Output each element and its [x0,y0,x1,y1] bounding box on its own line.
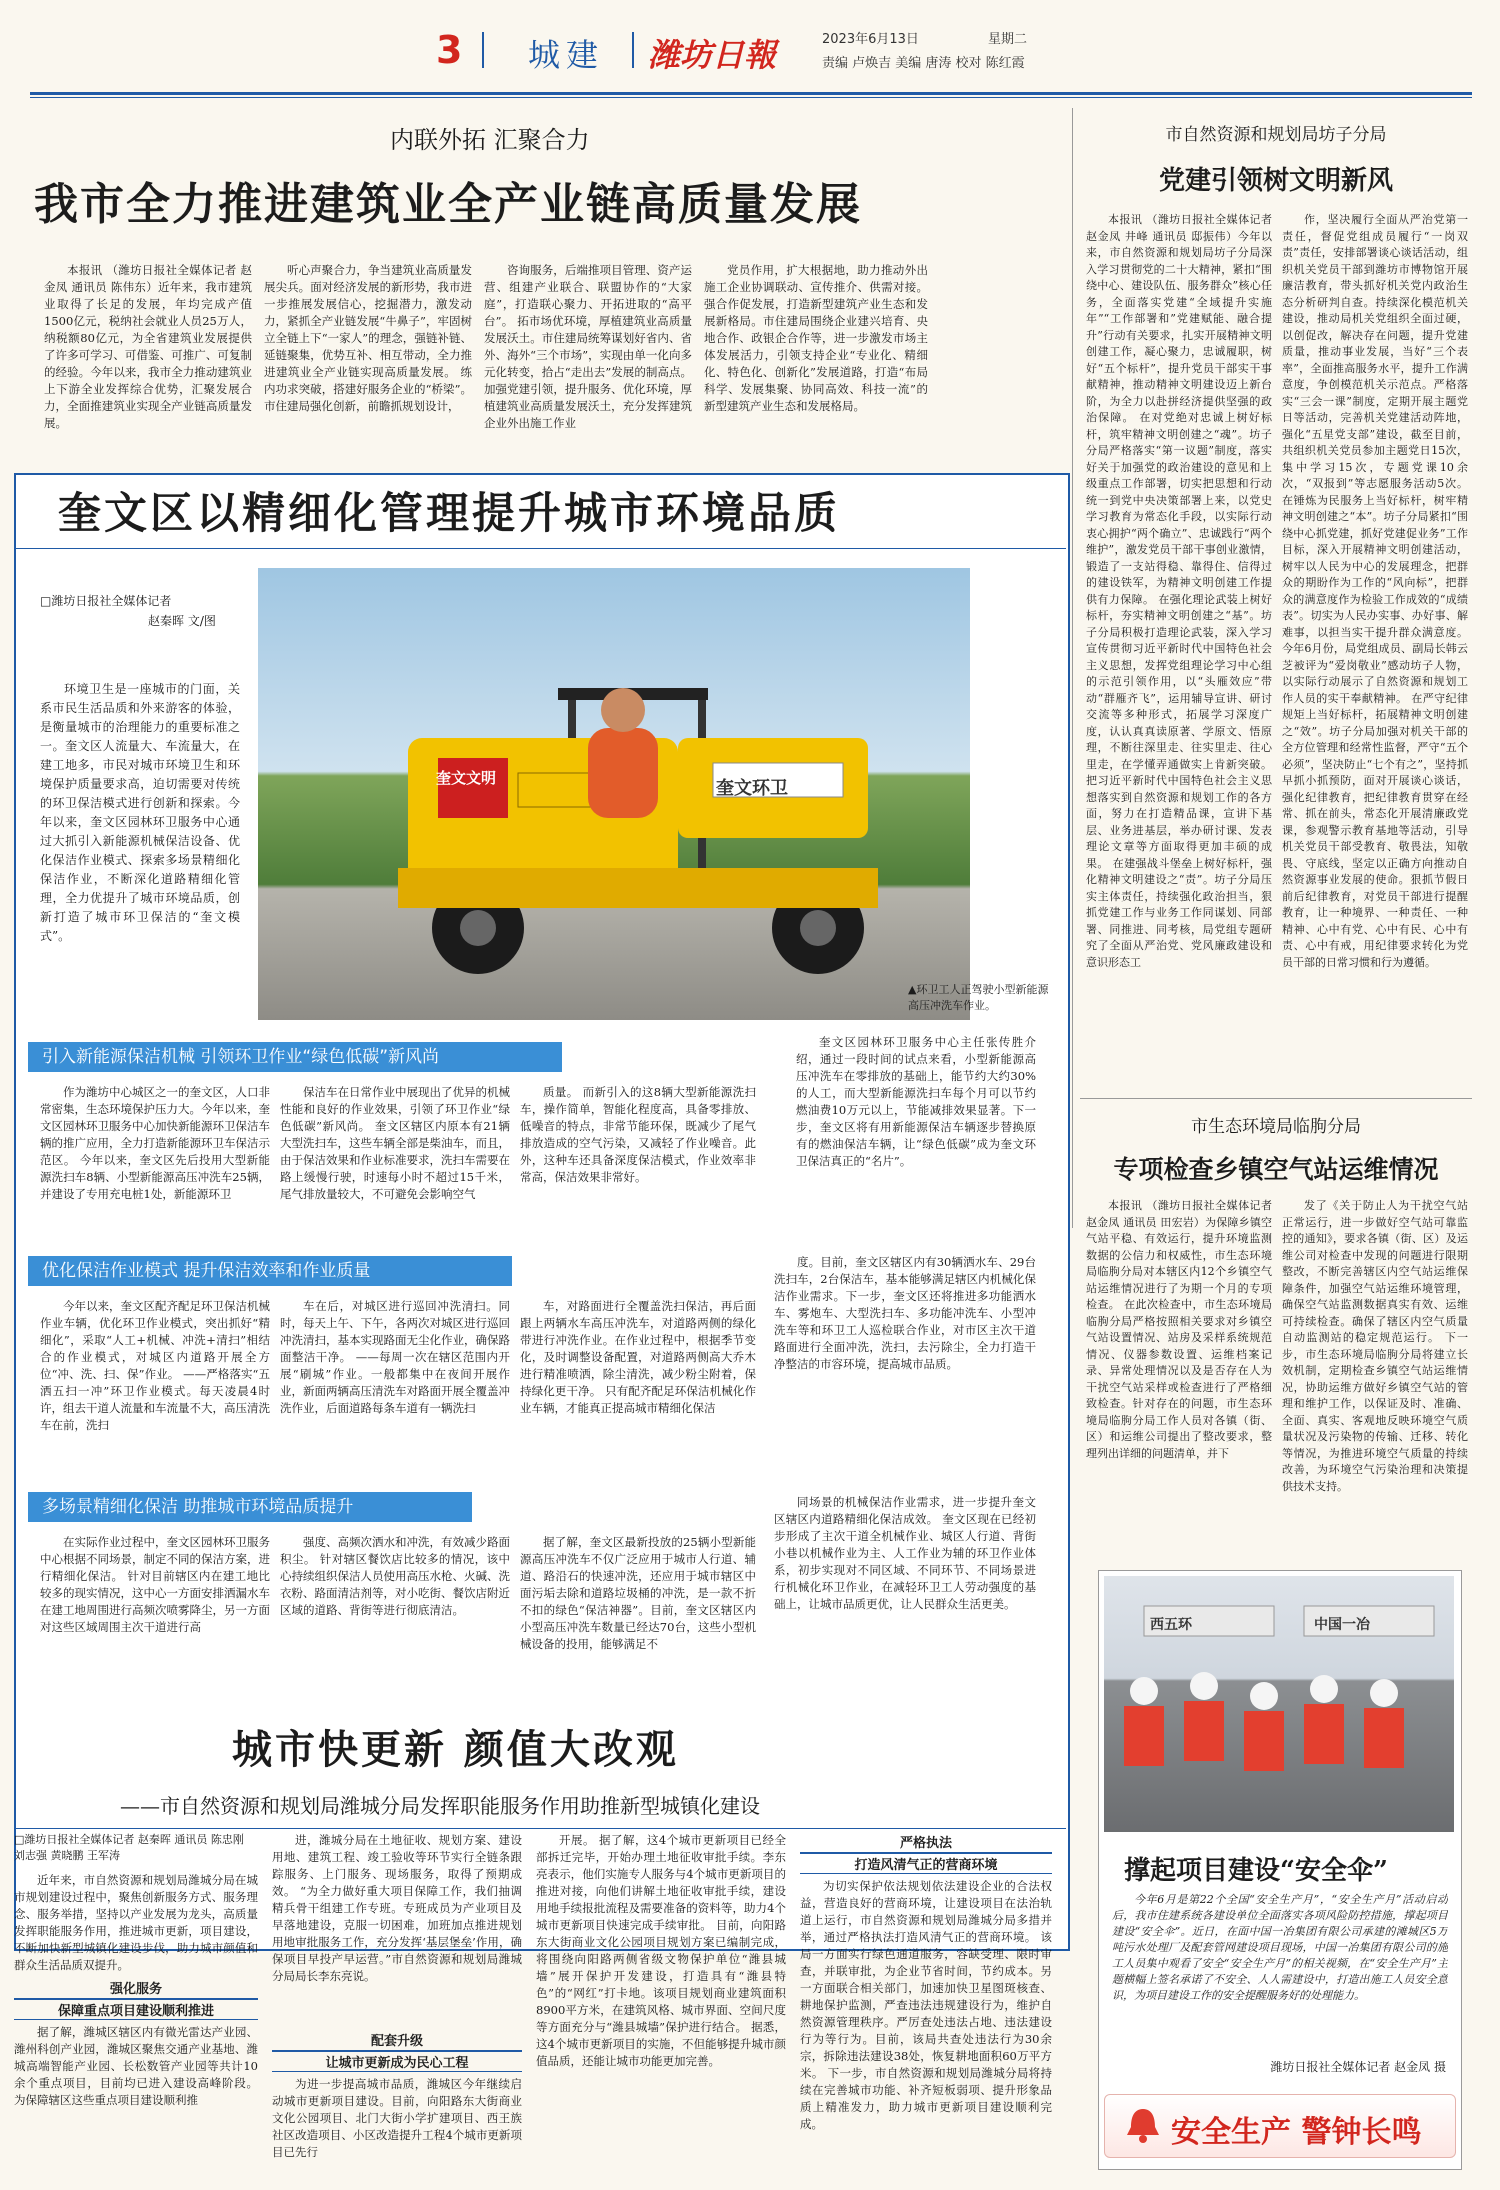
feature-section-3-heading: 多场景精细化保洁 助推城市环境品质提升 [28,1492,472,1522]
right-top-title: 党建引领树文明新风 [1158,166,1393,196]
lead-col-4: 党员作用，扩大根据地，助力推动外出施工企业协调联动、宣传推介、供需对接。 强合作促发展，打造新型建筑产业生态和发展新格局。市住建局围绕企业建兴培育、央地合作、政银企合作等，进一步激发市场主体发展活力，引领支持企业“专业化、精细化、特色化、创新化”发展道路，打造“布局科学、发展集聚、协同高效、科技一流”的新型建筑产业生态和发展格局。 [704,263,928,413]
right-mid-col-2: 发了《关于防止人为干扰空气站正常运行，进一步做好空气站可靠监控的通知》，要求各镇（街、区）及运维公司对检查中发现的问题进行限期整改，不断完善辖区内空气站运维保障条件，加强空气站运维环境管理，确保空气站监测数据真实有效、运维可持续检查。确保了辖区内空气质量自动监测站的稳定规范运行。 下一步，市生态环境局临朐分局将建立长效机制，定期检查乡镇空气站运维情况，协助运维方做好乡镇空气站的管理和维护工作，以保证及时、准确、全面、真实、客观地反映环境空气质量状况及污染物的传输、迁移、转化等情况，为推进环境空气质量的持续改善，为环境空气污染治理和决策提供技术支持。 [1282,1199,1468,1493]
feature-section-1-heading: 引入新能源保洁机械 引领环卫作业“绿色低碳”新风尚 [28,1042,562,1072]
vehicle-sign: 奎文环卫 [716,778,788,799]
lead-col-2: 听心声聚合力，争当建筑业高质量发展尖兵。面对经济发展的新形势，我市进一步推展发展信心，挖掘潜力，激发动力，紧抓全产业链发展“牛鼻子”，牢固树立全链上下“一家人”的理念，强链补链、延链聚集，优势互补、相互带动，全力推进建筑业全产业链实现高质量发展。 练内功求突破，搭建好服务企业的“桥梁”。市住建局强化创新，前瞻抓规划设计， [264,263,472,413]
feature-intro: 环境卫生是一座城市的门面，关系市民生活品质和外来游客的体验，是衡量城市的治理能力的重要标准之一。奎文区人流量大、车流量大，在建工地多，市民对城市环境卫生和环境保护质量要求高，迫切需要对传统的环卫保洁模式进行创新和探索。今年以来，奎文区园林环卫服务中心通过大抓引入新能源机械保洁设备、优化保洁作业模式、探索多场景精细化保洁作业，不断深化道路精细化管理，全力优提升了城市环境品质，创新打造了城市环卫保洁的“奎文模式”。 [40,682,240,943]
bottom-col2-heading-1: 配套升级 [370,2034,423,2049]
photo-brand: 中国一冶 [1314,1617,1370,1633]
bottom-subtitle: ——市自然资源和规划局潍城分局发挥职能服务作用助推新型城镇化建设 [120,1794,760,1818]
section-name: 城建 [528,36,605,74]
lead-kicker: 内联外拓 汇聚合力 [390,126,590,154]
header-rule-thin [30,97,1472,98]
feature-s2-col-3: 车，对路面进行全覆盖洗扫保洁，再后面跟上两辆水车高压冲洗车，对道路两侧的绿化带进行冲洗作业。在作业过程中，根据季节变化，及时调整设备配置，对道路两侧高大乔木进行精准喷洒，除尘清洗，减少粉尘附着，保持绿化更干净。 只有配齐配足环保洁机械化作业车辆，才能真正提高城市精细化保洁 [520,1299,756,1415]
feature-photo [258,568,970,1020]
feature-title-rule [14,548,1066,549]
lead-col-1: 本报讯 （潍坊日报社全媒体记者 赵金凤 通讯员 陈伟东）近年来，我市建筑业取得了长足的发展，年均完成产值1500亿元，税纳社会就业人员25万人，纳税额80亿元，为全省建筑业发展提供了许多可学习、可借鉴、可推广、可复制的经验。今年以来，我市全力推动建筑业上下游全业发挥综合优势，汇聚发展合力，全面推建筑业实现全产业链高质量发展。 [44,263,252,430]
header-divider [482,32,484,68]
editor-credits: 责编 卢焕吉 美编 唐涛 校对 陈红霞 [822,56,1025,71]
bottom-title-rule [14,1828,1066,1829]
bottom-col-2: 进，潍城分局在土地征收、规划方案、建设用地、建筑工程、竣工验收等环节实行全链条跟踪服务、上门服务、现场服务，取得了预期成效。 “为全力做好重大项目保障工作，我们抽调精兵骨干组建工作专班。专班成员为产业项目及早落地建设，克服一切困难，加班加点推进规划用地审批服务工作，充分发挥‘基层堡垒’作用，确保项目早投产早运营。”市自然资源和规划局潍城分局局长李东亮说。 [272,1833,522,1983]
feature-s2-col-1: 今年以来，奎文区配齐配足环卫保洁机械作业车辆，优化环卫作业模式，突出抓好“精细化”，采取“人工+机械、冲洗+清扫”相结合的作业模式，对城区内道路开展全方位“冲、洗、扫、保”作业。 ——严格落实“五洒五扫一冲”环卫作业模式。每天凌晨4时许，组去干道人流量和车流量不大，高压清洗车在前，洗扫 [40,1299,270,1432]
lead-col-3: 咨询服务，后端推项目管理、资产运营、组建产业联合、联盟协作的“大家庭”，打造联心聚力、开拓进取的“高平台”。 拓市场优环境，厚植建筑业高质量发展沃土。市住建局统筹谋划好省内、省外、海外“三个市场”，实现由单一化向多元化转变，拾占“走出去”发展的制高点。加强党建引领，提升服务、优化环境，厚植建筑业高质量发展沃土，充分发挥建筑企业外出施工作业 [484,263,692,430]
issue-weekday: 星期二 [988,32,1028,47]
right-divider [1080,1098,1472,1099]
feature-s1-col-2: 保洁车在日常作业中展现出了优异的机械性能和良好的作业效果，引领了环卫作业“绿色低碳”新风尚。 奎文区辖区内原本有21辆大型洗扫车，这些车辆全部是柴油车，而且，由于保洁效果和作业标准要求，洗扫车需要在路上缓慢行驶，时速每小时不超过15千米，尾气排放量较大，不可避免会影响空气 [280,1085,510,1201]
bottom-col1-heading-1: 强化服务 [109,1982,162,1997]
feature-s2-col-4: 度。目前，奎文区辖区内有30辆洒水车、29台洗扫车，2台保洁车，基本能够满足辖区内机械化保洁作业需求。下一步，奎文区还将推进多功能洒水车、雾炮车、大型洗扫车、多功能冲洗车、小型冲洗车等和环卫工人巡检联合作业，对市区主次干道路面进行全面冲洗，洗扫，去污除尘，全力打造干净整洁的市容环境，提高城市品质。 [774,1255,1036,1371]
feature-s3-col-4: 同场景的机械保洁作业需求，进一步提升奎文区辖区内道路精细化保洁成效。 奎文区现在已经初步形成了主次干道全机械作业、城区人行道、背街小巷以机械作业为主、人工作业为辅的环卫作业体系，初步实现对不同区域、不同环节、不同场景进行机械化环卫作业，在减轻环卫工人劳动强度的基础上，让城市品质更优，让人民群众生活更美。 [774,1495,1036,1611]
header-rule [30,92,1472,95]
right-top-kicker: 市自然资源和规划局坊子分局 [1165,125,1387,145]
photo-caption: ▲环卫工人正驾驶小型新能源高压冲洗车作业。 [908,983,1049,1012]
feature-byline-name: 赵秦晖 文/图 [148,614,216,628]
safety-banner [1104,2094,1456,2158]
right-mid-title: 专项检查乡镇空气站运维情况 [1113,1155,1439,1184]
lead-title: 我市全力推进建筑业全产业链高质量发展 [34,179,862,230]
alarm-bell-icon [1123,2105,1163,2145]
feature-s1-col-3: 质量。 而新引入的这8辆大型新能源洗扫车，操作简单，智能化程度高，具备零排放、低噪音的特点，非常节能环保，既减少了尾气排放造成的空气污染，又减轻了作业噪音。此外，这种车还具备深度保洁模式，作业效率非常高，保洁效果非常好。 [520,1085,756,1184]
bottom-title: 城市快更新 颜值大改观 [232,1726,679,1773]
feature-byline-outlet: □潍坊日报社全媒体记者 [40,594,172,608]
vehicle-tag: 奎文文明 [436,769,497,787]
safety-title: 撑起项目建设“安全伞” [1124,1856,1388,1886]
issue-date: 2023年6月13日 [822,32,919,47]
bottom-col-1: 近年来，市自然资源和规划局潍城分局在城市规划建设过程中，聚焦创新服务方式、服务理念、服务举措，坚持以产业发展为龙头，高质量发挥职能服务作用，推进城市更新，项目建设，不断加快新型城镇化建设步伐，助力城市颜值和群众生活品质双提升。 [14,1873,258,1972]
bottom-col2-heading-2: 让城市更新成为民心工程 [272,2050,522,2072]
safety-photo-credit: 潍坊日报社全媒体记者 赵金凤 摄 [1270,2060,1446,2074]
bottom-col4-heading-2: 打造风清气正的营商环境 [800,1852,1052,1874]
newspaper-logo: 潍坊日報 [648,36,777,74]
header-divider [632,32,634,68]
right-mid-kicker: 市生态环境局临朐分局 [1191,1117,1361,1137]
feature-s3-col-3: 据了解，奎文区最新投放的25辆小型新能源高压冲洗车不仅广泛应用于城市人行道、辅道、路沿石的快速冲洗，还应用于城市辖区中面污垢去除和道路垃圾桶的冲洗，是一款不折不扣的绿色“保洁神器”。目前，奎文区辖区内小型高压冲洗车数量已经达70台，这些小型机械设备的投用，能够满足不 [520,1535,756,1651]
photo-sign: 西五环 [1150,1617,1192,1633]
bottom-col-4: 为切实保护依法规划依法建设企业的合法权益，营造良好的营商环境，让建设项目在法治轨道上运行，市自然资源和规划局潍城分局多措并举，通过严格执法打造风清气正的营商环境。 该局一方面实行绿色通道服务，容缺受理、限时审查，并联审批，为企业节省时间，节约成本。另一方面联合相关部门，加速加快卫星图斑核查、耕地保护监测，严查违法违规建设行为，维护自然资源管理秩序。严厉查处违法占地、违法建设行为等行为。目前，该局共查处违法行为30余宗，拆除违法建设38处，恢复耕地面积60万平方米。 下一步，市自然资源和规划局潍城分局将持续在完善城市功能、补齐短板弱项、提升形象品质上精准发力，助力城市更新项目建设顺利完成。 [800,1879,1052,2131]
right-mid-col-1: 本报讯 （潍坊日报社全媒体记者 赵金凤 通讯员 田宏岩）为保障乡镇空气站平稳、有效运行，提升环境监测数据的公信力和权威性，市生态环境局临朐分局对本辖区内12个乡镇空气站运维情况进行了为期一个月的专项检查。 在此次检查中，市生态环境局临朐分局严格按照相关要求对乡镇空气站设置情况、站房及采样系统规范情况、仪器参数设置、运维档案记录、异常处理情况以及是否存在人为干扰空气站采样或检查进行了严格细致检查。针对存在的问题，市生态环境局临朐分局工作人员对各镇（街、区）和运维公司提出了整改要求，整理列出详细的问题清单，并下 [1086,1199,1272,1460]
bottom-col-3: 开展。 据了解，这4个城市更新项目已经全部拆迁完毕，开始办理土地征收审批手续。李东亮表示，他们实施专人服务与4个城市更新项目的推进对接，向他们讲解土地征收审批手续，建设用地手续报批流程及需要准备的资料等，助力4个城市更新项目快速完成手续审批。 目前，向阳路东大街商业文化公园项目规划方案已编制完成，将围绕向阳路两侧省级文物保护单位“潍县城墙”展开保护开发建设，打造具有“潍县特色”的“网红”打卡地。该项目规划商业建筑面积8900平方米，在建筑风格、城市界面、空间尺度等方面充分与“潍县城墙”保护进行结合。 据悉，这4个城市更新项目的实施，不但能够提升城市颜值品质，还能让城市功能更加完善。 [536,1833,786,2068]
bottom-col1-heading-2: 保障重点项目建设顺利推进 [14,1998,258,2020]
bottom-byline: □潍坊日报社全媒体记者 赵秦晖 通讯员 陈忠刚 刘志强 黄晓鹏 王军涛 [14,1833,244,1862]
street-sweeper-vehicle-illustration [258,568,970,1020]
feature-title: 奎文区以精细化管理提升城市环境品质 [58,489,840,539]
bottom-col-1b: 据了解，潍城区辖区内有微光雷达产业园、潍州科创产业园，潍城区聚焦交通产业基地、潍城高端智能产业园、长松数管产业园等共计10余个重点项目，目前均已进入建设高峰阶段。 为保障辖区这些重点项目建设顺利推 [14,2025,258,2107]
bottom-col-2b: 为进一步提高城市品质，潍城区今年继续启动城市更新项目建设。目前，向阳路东大街商业文化公园项目、北门大街小学扩建项目、西王族社区改造项目、小区改造提升工程4个城市更新项目已先行 [272,2077,522,2159]
feature-s1-col-1: 作为潍坊中心城区之一的奎文区，人口非常密集，生态环境保护压力大。今年以来，奎文区园林环卫服务中心加快新能源环卫保洁车辆的推广应用，全力打造新能源环卫车保洁示范区。 今年以来，奎文区先后投用大型新能源洗扫车8辆、小型新能源高压冲洗车25辆，并建设了专用充电桩1处，新能源环卫 [40,1085,270,1201]
right-top-col-1: 本报讯 （潍坊日报社全媒体记者 赵金凤 井峰 通讯员 邸振伟）今年以来，市自然资源和规划局坊子分局深入学习贯彻党的二十大精神，紧扣“围绕中心、建设队伍、服务群众”核心任务，全面落实党建“全域提升实施年”“工作部署和”党建赋能、融合提升”行动有关要求，扎实开展精神文明创建工作，凝心聚力，忠诚履职，树好“五个标杆”，提升党员干部实干事献精神，推动精神文明建设迈上新台阶，为全力以赴拼经济提供坚强的政治保障。 在对党绝对忠诚上树好标杆，筑牢精神文明创建之“魂”。坊子分局严格落实“第一议题”制度，落实好关于加强党的政治建设的意见和上级重点工作部署，切实把思想和行动统一到党中央决策部署上来，以党史学习教育为常态化手段，以实际行动衷心拥护“两个确立”、忠诚践行“两个维护”，激发党员干部干事创业激情，锻造了一支站得稳、靠得住、信得过的建设铁军，为精神文明创建工作提供有力保障。 在强化理论武装上树好标杆，夯实精神文明创建之“基”。坊子分局积极打造理论武装，深入学习宣传贯彻习近平新时代中国特色社会主义思想，发挥党组理论学习中心组的示范引领作用，以“头雁效应”带动“群雁齐飞”，运用辅导宣讲、研讨交流等多种形式，拓展学习深度广度，认认真真读原著、学原文、悟原理，不断往深里走、往实里走、往心里走，在学懂弄通做实上肯新突破。把习近平新时代中国特色社会主义思想落实到自然资源和规划工作的各方面，努力在打造精品课，宣讲下基层、业务进基层，举办研讨课、发表理论文章等方面取得更加丰硕的成果。 在建强战斗堡垒上树好标杆，强化精神文明建设之“责”。坊子分局压实主体责任，持续强化政治担当，狠抓党建工作与业务工作同谋划、同部署、同推进、同考核，局党组专题研究了全面从严治党、党风廉政建设和意识形态工 [1086,213,1272,969]
feature-section-2-heading: 优化保洁作业模式 提升保洁效率和作业质量 [28,1256,512,1286]
column-rule [1072,108,1073,1228]
feature-s2-col-2: 车在后，对城区进行巡回冲洗清扫。同时，每天上午、下午，各两次对城区进行巡回冲洗清扫，基本实现路面无尘化作业，确保路面整洁干净。 ——每周一次在辖区范围内开展“刷城”作业。一般都集中在夜间开展作业，新面两辆高压清洗车对路面开展全覆盖冲洗作业，后面道路每条车道有一辆洗扫 [280,1299,510,1415]
feature-s3-col-2: 强度、高频次洒水和冲洗，有效减少路面积尘。 针对辖区餐饮店比较多的情况，该中心持续组织保洁人员使用高压水枪、火碱、洗衣粉、路面清洁剂等，对小吃街、餐饮店附近区域的道路、背街等进行彻底清洁。 [280,1535,510,1617]
feature-s1-col-4: 奎文区园林环卫服务中心主任张传胜介绍，通过一段时间的试点来看，小型新能源高压冲洗车在零排放的基础上，能节约大约30%的人工，而大型新能源洗扫车每个月可以节约燃油费10万元以上，节能减排效果显著。下一步，奎文区将有用新能源保洁车辆逐步替换原有的燃油保洁车辆，让“绿色低碳”成为奎文环卫保洁真正的“名片”。 [796,1035,1036,1168]
safety-slogan: 安全生产 警钟长鸣 [1171,2115,1422,2150]
safety-body: 今年6月是第22个全国“安全生产月”，“安全生产月”活动启动后，我市住建系统各建设单位全面落实各项风险防控措施，撑起项目建设“安全伞”。近日，在面中国一冶集团有限公司承建的滩城区5万吨污水处理厂及配套管网建设项目现场，中国一冶集团有限公司的施工人员集中观看了安全“安全生产月”的相关视频，在“安全生产月”主题横幅上签名承诺了不安全、人人需建设中，打造出施工人员安全意识，为项目建设工作的安全提醒服务好的处理能力。 [1112,1893,1448,2002]
bottom-col4-heading-1: 严格执法 [899,1836,952,1851]
page-number: 3 [436,28,463,72]
right-top-col-2: 作，坚决履行全面从严治党第一责任，督促党组成员履行“一岗双责”责任，安排部署谈心谈话活动，组织机关党员干部到潍坊市博物馆开展廉洁教育，带头抓好机关党内政治生态分析研判自查。持续深化模范机关建设，推动局机关党组织全面过硬，以创促改，解决存在问题，提升党建质量，推动事业发展，当好“三个表率”，全面推高服务水平，提升工作满意度，争创模范机关示范点。严格落实“三会一课”制度，定期开展主题党日等活动，完善机关党建活动阵地，强化“五星党支部”建设，截至目前，共组织机关党员参加主题党日15次，集中学习15次，专题党课10余次，“双报到”等志愿服务活动5次。 在锤炼为民服务上当好标杆，树牢精神文明创建之“本”。坊子分局紧扣“围绕中心抓党建，抓好党建促业务”工作目标，深入开展精神文明创建活动，树牢以人民为中心的发展理念，把群众的期盼作为工作的“风向标”，把群众的满意度作为检验工作成效的“成绩表”。切实为人民办实事、办好事、解难事，以担当实干提升群众满意度。今年6月份，局党组成员、副局长韩云芝被评为“爱岗敬业”感动坊子人物，以实际行动展示了自然资源和规划工作人员的实干奉献精神。 在严守纪律规矩上当好标杆，拓展精神文明创建之“效”。坊子分局加强对机关干部的全方位管理和经常性监督，严守“五个必须”，坚决防止“七个有之”，坚持抓早抓小抓预防，面对开展谈心谈话，强化纪律教育，把纪律教育贯穿在经常、抓在前头，常态化开展清廉政党课，参观警示教育基地等活动，引导机关党员干部受教育、敬畏法，知敬畏、守底线，坚定以正确方向推动自然资源事业发展的使命。狠抓节假日前后纪律教育，对党员干部进行提醒教育，让一种境界、一种责任、一种精神、心中有党、心中有民、心中有责、心中有戒，用纪律要求转化为党员干部的日常习惯和行为遵循。 [1282,213,1468,969]
feature-s3-col-1: 在实际作业过程中，奎文区园林环卫服务中心根据不同场景，制定不同的保洁方案，进行精细化保洁。 针对目前辖区内在建工地比较多的现实情况，这中心一方面安排洒漏水车在建工地周围进行高频次喷雾降尘，另一方面对这些区域周围主次干道进行高 [40,1535,270,1634]
